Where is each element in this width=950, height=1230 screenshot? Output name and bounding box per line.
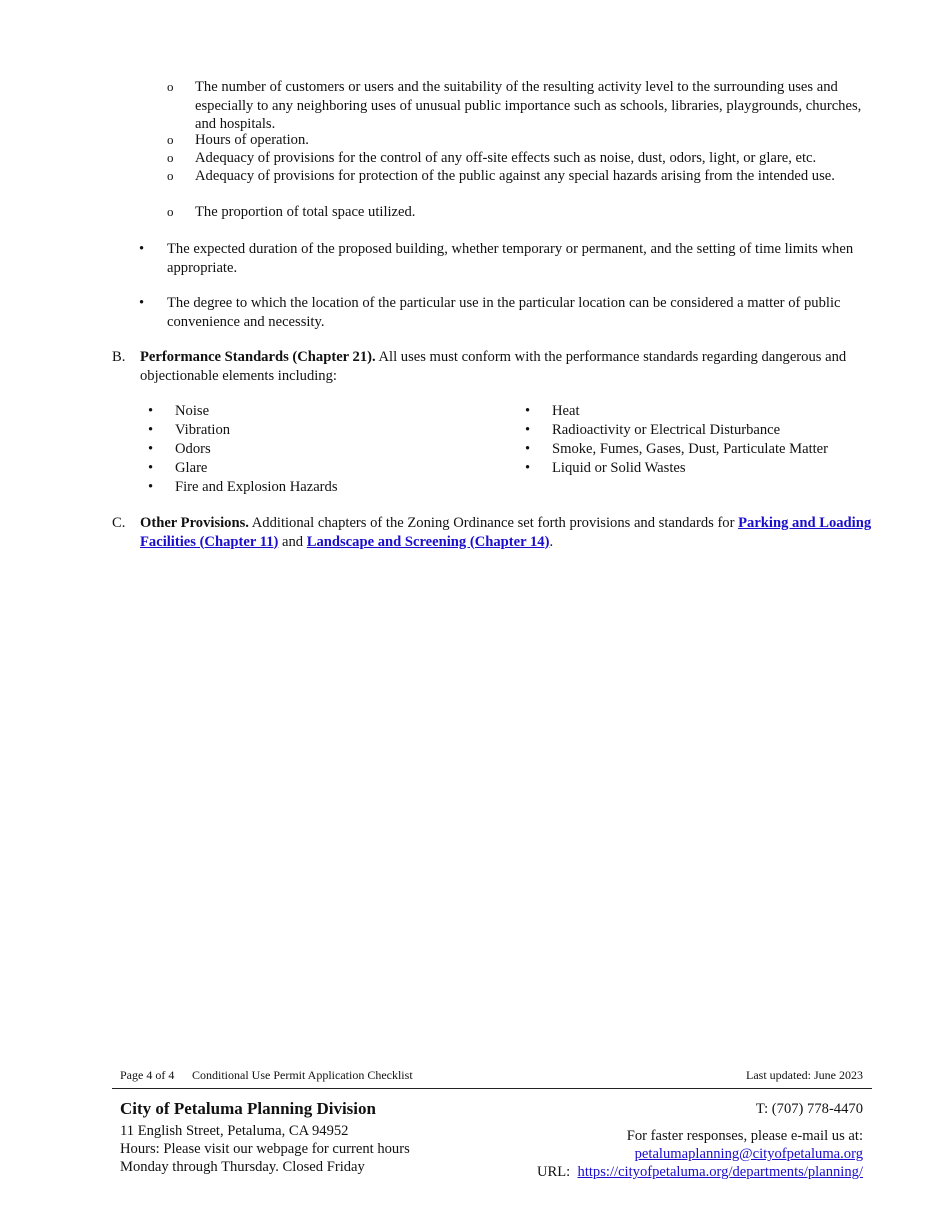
dot-bullet-icon: •: [148, 422, 154, 438]
dot-bullet-icon: •: [525, 441, 531, 457]
dot-bullet-icon: •: [525, 460, 531, 476]
dot-bullet-icon: •: [148, 460, 154, 476]
sub-list-item: o The proportion of total space utilized.: [167, 204, 416, 220]
section-heading: Other Provisions.: [140, 515, 249, 531]
footer-divider: [112, 1088, 872, 1089]
sub-list-item: o Adequacy of provisions for protection of the public against any special hazards arising from the intended use.: [167, 168, 835, 184]
section-heading: Performance Standards (Chapter 21).: [140, 349, 376, 365]
dot-bullet-icon: •: [148, 403, 154, 419]
circle-bullet-icon: o: [167, 132, 174, 147]
section-text: All uses must conform with the performance standards regarding dangerous and objectionable elements including:: [140, 349, 847, 384]
org-days: Monday through Thursday. Closed Friday: [120, 1159, 365, 1175]
section-b: [112, 348, 872, 385]
dot-bullet-icon: •: [139, 295, 145, 311]
dot-bullet-icon: •: [139, 241, 145, 257]
dot-bullet-icon: •: [148, 479, 154, 495]
sub-list-item: o The number of customers or users and the suitability of the resulting activity level to the surrounding uses and especially to any neighboring uses of unusual public importance such as schools, libraries, playgrounds, churches, and hospitals.: [167, 79, 862, 132]
sub-list-item: o Hours of operation.: [167, 132, 309, 148]
url-label: URL:: [536, 1164, 571, 1180]
doc-title: Conditional Use Permit Application Checklist: [192, 1068, 413, 1082]
section-letter: C.: [112, 515, 126, 531]
bullet-item: • The degree to which the location of the particular use in the particular location can be considered a matter of public convenience and necessity.: [139, 295, 841, 330]
email-link[interactable]: petalumaplanning@cityofpetaluma.org: [634, 1146, 863, 1162]
circle-bullet-icon: o: [167, 79, 174, 94]
url-line: [537, 1163, 863, 1182]
bullet-item: • The expected duration of the proposed building, whether temporary or permanent, and the setting of time limits when appropriate.: [139, 241, 854, 276]
org-address: 11 English Street, Petaluma, CA 94952: [120, 1123, 349, 1139]
landscape-screening-link[interactable]: Landscape and Screening (Chapter 14): [306, 533, 550, 550]
email-line: [635, 1145, 863, 1164]
email-prompt: For faster responses, please e-mail us at:: [626, 1128, 863, 1144]
sub-list-item: o Adequacy of provisions for the control of any off-site effects such as noise, dust, odors, light, or glare, etc.: [167, 150, 817, 166]
dot-bullet-icon: •: [525, 403, 531, 419]
phone: T: (707) 778-4470: [755, 1101, 863, 1117]
section-text: Additional chapters of the Zoning Ordinance set forth provisions and standards for: [248, 515, 739, 531]
circle-bullet-icon: o: [167, 150, 174, 165]
last-updated: Last updated: June 2023: [746, 1068, 863, 1082]
org-name: City of Petaluma Planning Division: [120, 1099, 376, 1118]
parking-loading-link[interactable]: Parking and Loading Facilities (Chapter 11): [140, 515, 872, 550]
org-hours: Hours: Please visit our webpage for current hours: [120, 1141, 410, 1157]
section-letter: B.: [112, 349, 126, 365]
planning-url-link[interactable]: https://cityofpetaluma.org/departments/planning/: [577, 1164, 863, 1180]
dot-bullet-icon: •: [148, 441, 154, 457]
page-number: Page 4 of 4: [120, 1068, 175, 1082]
section-c: C. Other Provisions. Additional chapters of the Zoning Ordinance set forth provisions and standards for Parking and Loading Facilities (Chapter 11) and Landscape and Screening (Chapter 14).: [112, 515, 872, 550]
circle-bullet-icon: o: [167, 168, 174, 183]
circle-bullet-icon: o: [167, 204, 174, 219]
dot-bullet-icon: •: [525, 422, 531, 438]
